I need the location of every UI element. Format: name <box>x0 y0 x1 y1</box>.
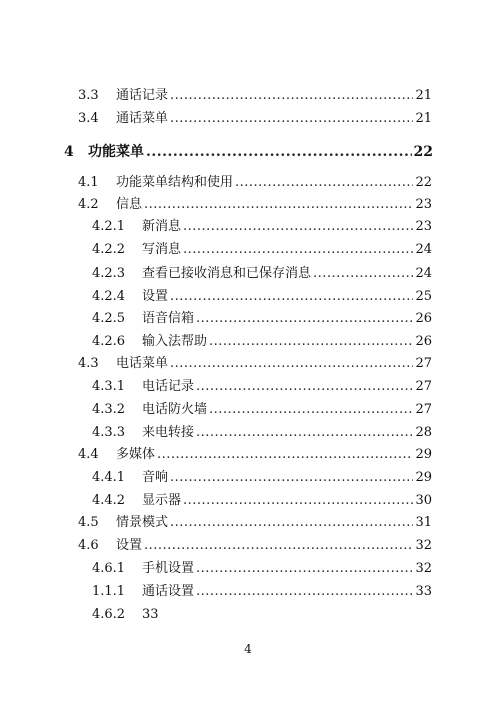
toc-dot-leader <box>196 379 413 395</box>
toc-entry-page: 25 <box>415 289 432 304</box>
toc-entry-title: 显示器 <box>142 493 182 508</box>
toc-entry-page: 27 <box>415 356 432 371</box>
toc-entry-page: 26 <box>415 311 432 326</box>
toc-entry-title: 语音信箱 <box>142 311 195 326</box>
toc-entry-title: 功能菜单 <box>88 144 144 160</box>
toc-entry-number: 4.2.3 <box>92 266 126 281</box>
toc-entry-page: 24 <box>415 266 432 281</box>
toc-entry-4-4-2[interactable] <box>92 489 432 509</box>
toc-entry-number: 4.6.2 <box>92 607 126 622</box>
toc-entry-3-3[interactable] <box>78 84 432 104</box>
toc-dot-leader <box>170 88 413 104</box>
toc-entry-number: 3.4 <box>78 111 99 126</box>
toc-entry-page: 30 <box>415 493 432 508</box>
toc-entry-number: 4 <box>64 144 74 160</box>
toc-dot-leader <box>170 111 413 127</box>
toc-entry-title: 写消息 <box>142 242 182 257</box>
toc-entry-number: 4.1 <box>78 175 99 190</box>
toc-entry-title: 信息 <box>116 197 143 212</box>
toc-entry-4-4-1[interactable] <box>92 466 432 486</box>
toc-entry-3-4[interactable] <box>78 107 432 127</box>
toc-entry-number: 4.4.1 <box>92 470 126 485</box>
toc-entry-title: 33 <box>142 607 159 622</box>
toc-entry-page: 28 <box>415 425 432 440</box>
toc-entry-title: 设置 <box>142 289 169 304</box>
toc-entry-4-4[interactable] <box>78 443 432 463</box>
toc-entry-title: 通话菜单 <box>116 111 169 126</box>
toc-entry-page: 21 <box>415 111 432 126</box>
toc-entry-page: 32 <box>415 538 432 553</box>
toc-entry-number: 4.3.3 <box>92 425 126 440</box>
toc-entry-page: 32 <box>415 561 432 576</box>
toc-entry-number: 4.2.4 <box>92 289 126 304</box>
toc-entry-number: 4.3 <box>78 356 99 371</box>
toc-entry-title: 音响 <box>142 470 169 485</box>
toc-dot-leader <box>170 470 413 486</box>
toc-entry-title: 手机设置 <box>142 561 195 576</box>
toc-entry-page: 33 <box>415 584 432 599</box>
toc-dot-leader <box>196 311 413 327</box>
toc-entry-page: 31 <box>415 515 432 530</box>
toc-dot-leader <box>209 334 413 350</box>
toc-entry-title: 电话菜单 <box>116 356 169 371</box>
toc-entry-4-2-5[interactable] <box>92 307 432 327</box>
toc-dot-leader <box>196 584 413 600</box>
toc-entry-4-2-1[interactable] <box>92 215 432 235</box>
toc-dot-leader <box>209 402 413 418</box>
toc-dot-leader <box>170 289 413 305</box>
toc-entry-4-2[interactable] <box>78 193 432 213</box>
toc-entry-page: 27 <box>415 402 432 417</box>
toc-entry-title: 情景模式 <box>116 515 169 530</box>
toc-entry-number: 4.2 <box>78 197 99 212</box>
toc-entry-4-5[interactable] <box>78 511 432 531</box>
toc-entry-1-1-1[interactable] <box>92 580 432 600</box>
toc-dot-leader <box>144 197 413 213</box>
toc-entry-4-3[interactable] <box>78 352 432 372</box>
toc-dot-leader <box>183 493 413 509</box>
toc-entry-title: 新消息 <box>142 219 182 234</box>
toc-entry-4-6-2[interactable] <box>92 603 432 623</box>
toc-entry-4-2-6[interactable] <box>92 330 432 350</box>
toc-dot-leader <box>235 175 413 191</box>
toc-entry-4-3-1[interactable] <box>92 375 432 395</box>
page-number: 4 <box>244 642 252 656</box>
toc-entry-page: 29 <box>415 447 432 462</box>
toc-entry-4-1[interactable] <box>78 171 432 191</box>
toc-entry-page: 22 <box>413 144 433 160</box>
toc-entry-number: 4.6.1 <box>92 561 126 576</box>
toc-entry-4-3-2[interactable] <box>92 398 432 418</box>
toc-entry-page: 29 <box>415 470 432 485</box>
toc-dot-leader <box>196 561 413 577</box>
toc-entry-number: 4.2.1 <box>92 219 126 234</box>
toc-entry-title: 功能菜单结构和使用 <box>116 175 234 190</box>
toc-entry-4-2-3[interactable] <box>92 262 432 282</box>
toc-dot-leader <box>196 425 413 441</box>
toc-entry-page: 24 <box>415 242 432 257</box>
toc-entry-number: 4.2.5 <box>92 311 126 326</box>
toc-dot-leader <box>183 242 413 258</box>
toc-entry-4-2-4[interactable] <box>92 285 432 305</box>
toc-entry-title: 通话设置 <box>142 584 195 599</box>
toc-entry-title: 查看已接收消息和已保存消息 <box>142 266 312 281</box>
toc-entry-chapter-4[interactable] <box>64 140 433 160</box>
toc-entry-number: 4.2.6 <box>92 334 126 349</box>
toc-entry-title: 多媒体 <box>116 447 156 462</box>
toc-entry-4-6-1[interactable] <box>92 557 432 577</box>
toc-entry-title: 通话记录 <box>116 88 169 103</box>
toc-entry-number: 3.3 <box>78 88 99 103</box>
toc-entry-page: 23 <box>415 219 432 234</box>
toc-entry-title: 输入法帮助 <box>142 334 208 349</box>
toc-entry-number: 4.4 <box>78 447 99 462</box>
toc-dot-leader <box>170 356 413 372</box>
toc-entry-number: 4.4.2 <box>92 493 126 508</box>
toc-entry-title: 设置 <box>116 538 143 553</box>
toc-entry-number: 4.6 <box>78 538 99 553</box>
toc-entry-page: 23 <box>415 197 432 212</box>
toc-entry-title: 电话记录 <box>142 379 195 394</box>
toc-entry-number: 4.5 <box>78 515 99 530</box>
toc-dot-leader <box>146 144 412 160</box>
toc-entry-number: 4.3.2 <box>92 402 126 417</box>
toc-entry-4-6[interactable] <box>78 534 432 554</box>
toc-entry-4-2-2[interactable] <box>92 238 432 258</box>
toc-entry-4-3-3[interactable] <box>92 421 432 441</box>
toc-entry-page: 26 <box>415 334 432 349</box>
toc-entry-page: 27 <box>415 379 432 394</box>
toc-dot-leader <box>183 219 413 235</box>
toc-dot-leader <box>313 266 413 282</box>
toc-entry-number: 1.1.1 <box>92 584 126 599</box>
toc-entry-title: 来电转接 <box>142 425 195 440</box>
toc-dot-leader <box>170 515 413 531</box>
toc-entry-number: 4.3.1 <box>92 379 126 394</box>
toc-entry-title: 电话防火墙 <box>142 402 208 417</box>
toc-entry-page: 22 <box>415 175 432 190</box>
toc-entry-number: 4.2.2 <box>92 242 126 257</box>
toc-dot-leader <box>157 447 413 463</box>
toc-entry-page: 21 <box>415 88 432 103</box>
toc-dot-leader <box>144 538 413 554</box>
